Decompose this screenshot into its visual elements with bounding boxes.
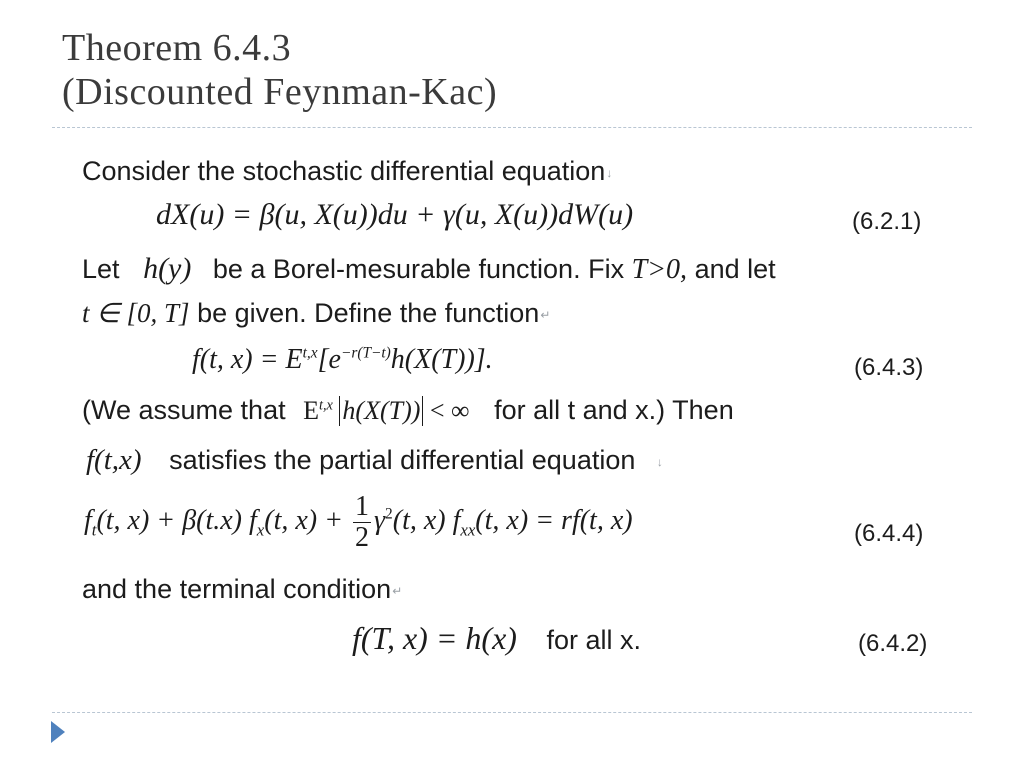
pde-number: (6.4.4) bbox=[854, 520, 924, 547]
pde-t-sub: t bbox=[91, 520, 97, 540]
pde-part1: (t, x) + β(t.x) f bbox=[96, 504, 257, 536]
f-exponent: −r(T−t) bbox=[340, 344, 391, 362]
for-all-x: for all x. bbox=[546, 625, 641, 655]
f-tx: f(t,x) bbox=[86, 444, 142, 476]
terminal-line bbox=[82, 574, 402, 605]
terminal-equation: f(T, x) = h(x) bbox=[352, 620, 517, 656]
assume-expectation bbox=[303, 396, 476, 425]
assume-lt: < ∞ bbox=[429, 396, 470, 425]
f-superscript: t,x bbox=[302, 344, 318, 362]
pde-part4: (t, x) = rf(t, x) bbox=[475, 504, 633, 536]
title-line-2: (Discounted Feynman-Kac) bbox=[62, 71, 498, 113]
borel-text: be a Borel-mesurable function. Fix bbox=[212, 254, 625, 284]
assume-sup: t,x bbox=[319, 397, 333, 414]
pde-xx-sub: xx bbox=[460, 520, 476, 540]
assume-close: for all t and x.) Then bbox=[494, 395, 734, 425]
terminal-condition bbox=[352, 620, 641, 657]
satisfies-text: satisfies the partial differential equation bbox=[169, 445, 636, 475]
sde-equation: dX(u) = β(u, X(u))du + γ(u, X(u))dW(u) bbox=[156, 198, 634, 231]
f-rest: h(X(T))]. bbox=[390, 344, 493, 375]
t-interval: t ∈ [0, T] bbox=[82, 298, 190, 328]
assumption-line bbox=[82, 395, 734, 426]
f-lhs: f(t, x) = E bbox=[192, 344, 303, 375]
h-of-y: h(y) bbox=[143, 252, 192, 285]
f-def-number-text: (6.4.3) bbox=[854, 354, 924, 381]
sde-number: (6.2.1) bbox=[852, 208, 922, 235]
pde-f: f bbox=[84, 504, 92, 536]
terminal-number: (6.4.2) bbox=[858, 630, 928, 657]
title-divider bbox=[52, 127, 972, 128]
slide-title bbox=[62, 26, 497, 114]
pde-equation bbox=[84, 492, 633, 553]
assume-open: (We assume that bbox=[82, 395, 286, 425]
paragraph-mark-icon: ↵ bbox=[392, 583, 403, 598]
pde-part2: (t, x) + bbox=[264, 504, 343, 536]
terminal-text: and the terminal condition bbox=[82, 574, 392, 604]
T-positive: T>0, bbox=[631, 254, 688, 285]
assume-E: E bbox=[303, 396, 319, 425]
pde-numerator: 1 bbox=[355, 491, 369, 522]
define-text: be given. Define the function bbox=[197, 298, 540, 328]
title-line-1: Theorem 6.4.3 bbox=[62, 27, 292, 69]
intro-text: Consider the stochastic differential equation bbox=[82, 156, 606, 186]
pde-part3: (t, x) f bbox=[392, 504, 461, 536]
play-triangle-icon[interactable] bbox=[51, 721, 65, 743]
satisfies-line bbox=[86, 444, 663, 477]
f-bracket: [e bbox=[317, 344, 341, 375]
pde-denominator: 2 bbox=[355, 522, 369, 553]
paragraph-mark-icon: ↓ bbox=[656, 454, 663, 469]
paragraph-mark-icon: ↵ bbox=[540, 307, 551, 322]
assume-abs bbox=[339, 396, 423, 426]
pde-x-sub: x bbox=[256, 520, 265, 540]
t-given-line bbox=[82, 298, 550, 329]
footer-divider bbox=[52, 712, 972, 713]
pde-gamma: γ bbox=[374, 504, 386, 536]
assume-inner: h(X(T)) bbox=[342, 396, 421, 425]
f-definition bbox=[192, 344, 493, 376]
pde-square: 2 bbox=[385, 505, 393, 523]
and-let-text: and let bbox=[694, 254, 776, 284]
let-word: Let bbox=[82, 254, 120, 284]
pde-fraction bbox=[353, 492, 371, 553]
f-def-number bbox=[854, 354, 923, 382]
let-line bbox=[82, 252, 776, 286]
paragraph-mark-icon: ↓ bbox=[606, 165, 613, 180]
intro-line bbox=[82, 156, 612, 187]
